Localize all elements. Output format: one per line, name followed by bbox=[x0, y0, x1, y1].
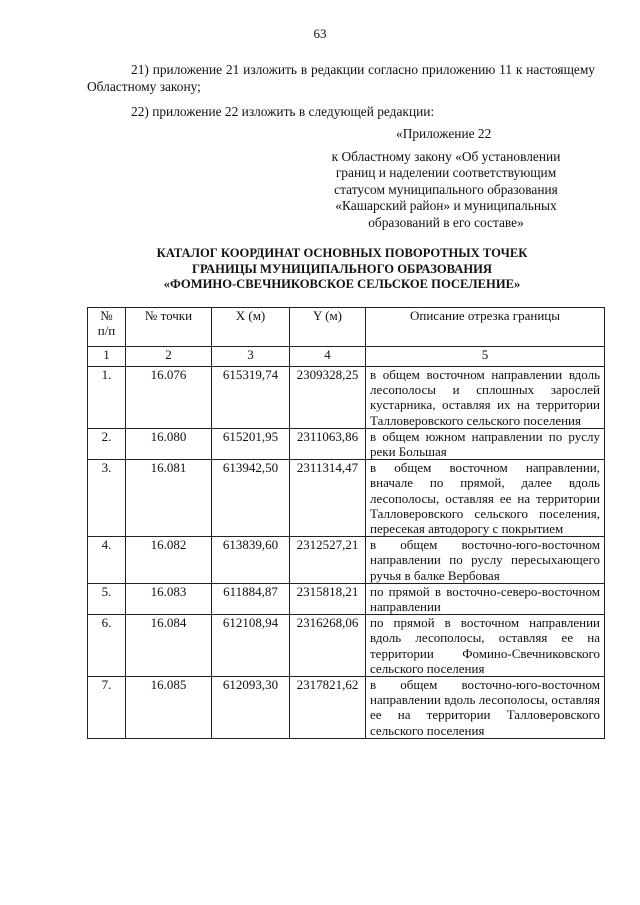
appendix-subtitle-line: границ и наделении соответствующим bbox=[335, 165, 557, 181]
y-coordinate: 2312527,21 bbox=[290, 537, 366, 584]
segment-description: в общем восточном направлении вдоль лесополосы и сплошных зарослей кустарника, оставляя их на территории Талловеровского сельского поселения bbox=[366, 367, 605, 429]
x-coordinate: 613942,50 bbox=[212, 460, 290, 537]
catalog-heading-line: «ФОМИНО-СВЕЧНИКОВСКОЕ СЕЛЬСКОЕ ПОСЕЛЕНИЕ» bbox=[163, 277, 521, 291]
row-number: 5. bbox=[88, 583, 126, 614]
x-coordinate: 612108,94 bbox=[212, 615, 290, 677]
row-number: 4. bbox=[88, 537, 126, 584]
column-index: 1 bbox=[88, 347, 126, 367]
y-coordinate: 2309328,25 bbox=[290, 367, 366, 429]
catalog-heading-line: ГРАНИЦЫ МУНИЦИПАЛЬНОГО ОБРАЗОВАНИЯ bbox=[191, 261, 493, 276]
header-point: № точки bbox=[126, 308, 212, 347]
table-row bbox=[88, 583, 605, 614]
segment-description: по прямой в восточно-северо-восточном направлении bbox=[366, 583, 605, 614]
point-id: 16.084 bbox=[126, 615, 212, 677]
point-id: 16.081 bbox=[126, 460, 212, 537]
table-row bbox=[88, 428, 605, 459]
y-coordinate: 2316268,06 bbox=[290, 615, 366, 677]
appendix-title: «Приложение 22 bbox=[396, 126, 492, 141]
x-coordinate: 615201,95 bbox=[212, 428, 290, 459]
point-id: 16.076 bbox=[126, 367, 212, 429]
column-index: 3 bbox=[212, 347, 290, 367]
table-row bbox=[88, 677, 605, 739]
x-coordinate: 613839,60 bbox=[212, 537, 290, 584]
paragraph-22: 22) приложение 22 изложить в следующей редакции: bbox=[131, 104, 435, 119]
x-coordinate: 611884,87 bbox=[212, 583, 290, 614]
catalog-heading-line: КАТАЛОГ КООРДИНАТ ОСНОВНЫХ ПОВОРОТНЫХ ТОЧЕК bbox=[156, 246, 528, 260]
y-coordinate: 2315818,21 bbox=[290, 583, 366, 614]
table-row bbox=[88, 460, 605, 537]
header-num bbox=[88, 308, 126, 347]
header-x: X (м) bbox=[212, 308, 290, 347]
segment-description: в общем восточном направлении, вначале по прямой, далее вдоль лесополосы, оставляя ее на территории Талловеровского сельского поселения, пересекая автодорогу с покрытием bbox=[366, 460, 605, 537]
row-number: 6. bbox=[88, 615, 126, 677]
point-id: 16.082 bbox=[126, 537, 212, 584]
y-coordinate: 2311063,86 bbox=[290, 428, 366, 459]
column-index: 5 bbox=[366, 347, 605, 367]
table-row bbox=[88, 367, 605, 429]
row-number: 7. bbox=[88, 677, 126, 739]
appendix-subtitle-line: «Кашарский район» и муниципальных bbox=[335, 198, 557, 214]
row-number: 2. bbox=[88, 428, 126, 459]
segment-description: в общем восточно-юго-восточном направлении вдоль лесополосы, оставляя ее на территории Талловеровского сельского поселения bbox=[366, 677, 605, 739]
segment-description: в общем восточно-юго-восточном направлении по руслу пересыхающего ручья в балке Вербовая bbox=[366, 537, 605, 584]
appendix-subtitle bbox=[300, 149, 592, 231]
appendix-subtitle-line: статусом муниципального образования bbox=[334, 181, 558, 197]
table-header-row bbox=[88, 308, 605, 347]
catalog-heading bbox=[87, 246, 597, 293]
column-index: 2 bbox=[126, 347, 212, 367]
appendix-subtitle-line: к Областному закону «Об установлении bbox=[331, 149, 561, 164]
page-number: 63 bbox=[313, 26, 327, 41]
column-index: 4 bbox=[290, 347, 366, 367]
coordinates-table bbox=[87, 307, 605, 739]
y-coordinate: 2317821,62 bbox=[290, 677, 366, 739]
appendix-subtitle-line: образований в его составе» bbox=[368, 214, 524, 230]
table-row bbox=[88, 537, 605, 584]
row-number: 1. bbox=[88, 367, 126, 429]
header-num-line: п/п bbox=[97, 323, 116, 339]
header-num-line: № bbox=[100, 308, 113, 323]
row-number: 3. bbox=[88, 460, 126, 537]
point-id: 16.085 bbox=[126, 677, 212, 739]
column-index-row bbox=[88, 347, 605, 367]
header-description: Описание отрезка границы bbox=[366, 308, 605, 347]
x-coordinate: 615319,74 bbox=[212, 367, 290, 429]
point-id: 16.080 bbox=[126, 428, 212, 459]
table-row bbox=[88, 615, 605, 677]
segment-description: по прямой в восточном направлении вдоль лесополосы, оставляя ее на территории Фомино-Свечниковского сельского поселения bbox=[366, 615, 605, 677]
header-y: Y (м) bbox=[290, 308, 366, 347]
point-id: 16.083 bbox=[126, 583, 212, 614]
segment-description: в общем южном направлении по руслу реки Большая bbox=[366, 428, 605, 459]
x-coordinate: 612093,30 bbox=[212, 677, 290, 739]
paragraph-21: 21) приложение 21 изложить в редакции согласно приложению 11 к настоящему Областному закону; bbox=[87, 62, 595, 94]
y-coordinate: 2311314,47 bbox=[290, 460, 366, 537]
